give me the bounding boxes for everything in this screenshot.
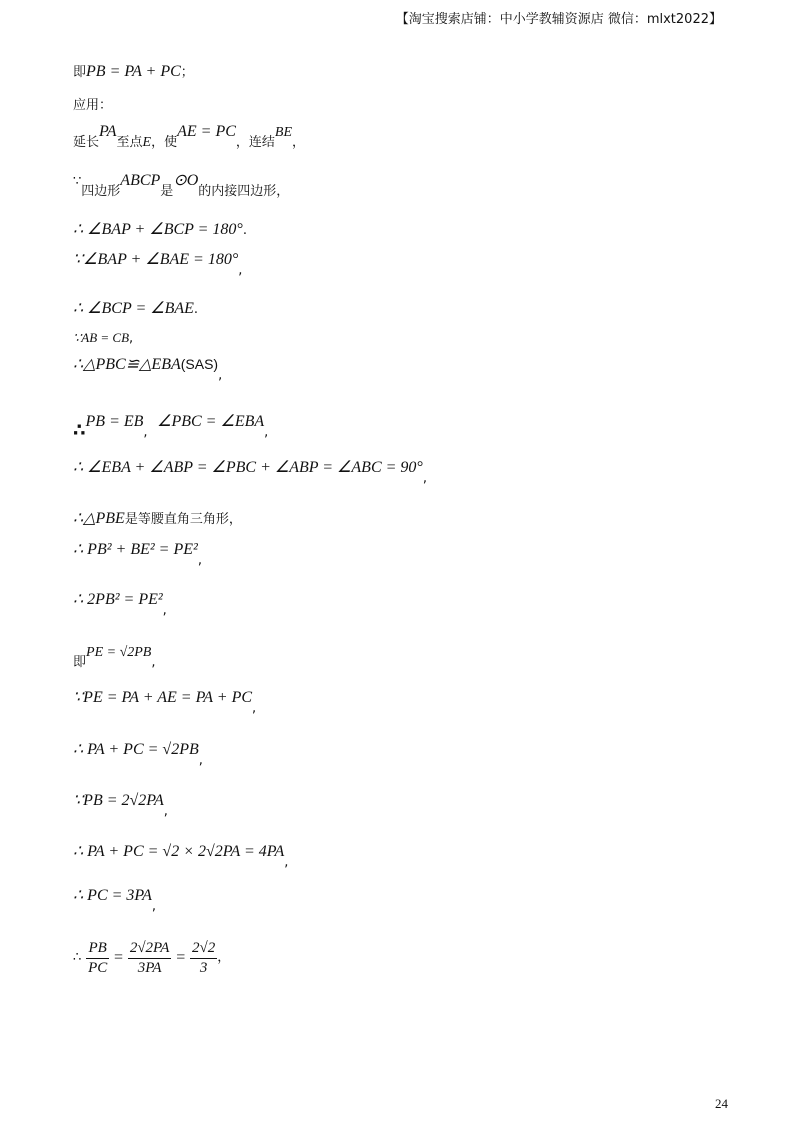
line-10-therefore: ∴ (73, 420, 86, 441)
line-16-equation: ∵PE = PA + AE = PA + PC (73, 689, 253, 706)
line-1-end: ； (180, 65, 194, 80)
line-15-end: , (151, 655, 156, 670)
line-3-text-c: ，使 (151, 135, 178, 150)
line-20-end: , (151, 899, 157, 914)
line-11-end: , (422, 471, 427, 486)
line-1 (73, 64, 194, 80)
line-12-text: 是等腰直角三角形， (124, 512, 242, 527)
line-4-because: ∵ (73, 174, 82, 189)
line-14-equation: ∴ 2PB² = PE² (73, 591, 163, 608)
line-9-end: , (218, 368, 223, 383)
fraction-1-numerator: PB (86, 940, 109, 959)
page-number: 24 (715, 1096, 728, 1111)
page-header: 【淘宝搜索店铺：中小学教辅资源店 微信：mlxt2022】 (395, 12, 722, 27)
line-7 (73, 301, 198, 317)
line-21-equals-2: = (176, 949, 186, 967)
fraction-3-denominator: 3 (199, 959, 208, 976)
line-4-math-2: ⊙O (173, 172, 199, 189)
line-21-therefore: ∴ (73, 949, 82, 965)
line-3-math-3: AE = PC (177, 123, 236, 140)
line-5-end: . (242, 223, 247, 238)
line-4-text-b: 四边形 (81, 184, 121, 199)
line-4-text-c: 是 (160, 184, 174, 199)
line-3 (73, 123, 306, 150)
fraction-2-numerator: 2√2PA (128, 940, 172, 959)
line-10-math-2: ∠PBC = ∠EBA (157, 413, 265, 430)
line-4 (73, 172, 290, 199)
line-3-math-4: BE (274, 125, 293, 140)
line-18-equation: ∵PB = 2√2PA (73, 792, 164, 809)
fraction-result (190, 940, 217, 976)
line-11-equation: ∴ ∠EBA + ∠ABP = ∠PBC + ∠ABP = ∠ABC = 90° (73, 459, 423, 476)
line-15-equation: PE = √2PB (86, 645, 152, 660)
line-1-prefix: 即 (73, 65, 87, 80)
line-14-end: , (162, 603, 167, 618)
line-11 (73, 459, 427, 486)
line-4-text-d: 的内接四边形， (198, 184, 290, 199)
fraction-middle (128, 940, 172, 976)
line-18 (73, 792, 168, 819)
line-12-math: ∴△PBE (73, 510, 125, 527)
line-16 (73, 689, 257, 716)
line-13-equation: ∴ PB² + BE² = PE² (73, 541, 198, 558)
line-2 (73, 97, 112, 112)
line-10-math-1: PB = EB (85, 413, 144, 430)
line-3-text-d: ，连结 (235, 135, 275, 150)
line-16-end: , (252, 701, 257, 716)
line-14 (73, 591, 167, 618)
application-label: 应用： (73, 98, 113, 113)
line-1-equation: PB = PA + PC (86, 63, 181, 80)
line-21-equals-1: = (114, 949, 124, 967)
line-10 (73, 412, 269, 441)
line-13 (73, 541, 202, 568)
line-8-equation: ∵AB = CB (73, 330, 130, 345)
line-4-math-1: ABCP (120, 172, 161, 189)
line-9-congruence: ∴△PBC≌△EBA (73, 356, 181, 373)
line-3-math-1: PA (99, 123, 117, 140)
line-9-sas: (SAS) (180, 356, 219, 372)
line-3-text-a: 延长 (73, 135, 100, 150)
line-19-equation: ∴ PA + PC = √2 × 2√2PA = 4PA (73, 843, 285, 860)
line-20-equation: ∴ PC = 3PA (73, 887, 152, 904)
line-19-end: , (284, 855, 289, 870)
line-6 (73, 251, 243, 278)
line-3-text-b: 至点 (116, 135, 143, 150)
fraction-3-numerator: 2√2 (190, 940, 217, 959)
line-3-text-e: ， (292, 135, 306, 150)
line-8 (73, 330, 133, 345)
line-5 (73, 222, 247, 238)
line-6-end: , (238, 263, 243, 278)
line-21 (73, 940, 230, 976)
line-17 (73, 741, 203, 768)
line-17-end: , (198, 753, 203, 768)
line-20 (73, 887, 157, 914)
line-21-end: ， (217, 949, 231, 965)
line-6-equation: ∵∠BAP + ∠BAE = 180° (73, 251, 239, 268)
line-3-math-2: E (142, 135, 152, 150)
line-10-sep: , (143, 425, 148, 440)
line-7-equation: ∴ ∠BCP = ∠BAE (73, 300, 194, 317)
line-12 (73, 511, 242, 527)
line-15 (73, 644, 156, 670)
fraction-pb-over-pc (86, 940, 109, 976)
line-7-end: . (193, 302, 199, 317)
line-19 (73, 843, 289, 870)
line-8-end: , (129, 331, 134, 346)
line-10-end: , (264, 425, 269, 440)
fraction-1-denominator: PC (88, 959, 108, 976)
line-5-equation: ∴ ∠BAP + ∠BCP = 180° (73, 221, 243, 238)
line-13-end: , (197, 553, 202, 568)
fraction-2-denominator: 3PA (137, 959, 162, 976)
line-9 (73, 356, 223, 383)
line-15-prefix: 即 (73, 655, 87, 670)
line-17-equation: ∴ PA + PC = √2PB (73, 741, 199, 758)
line-18-end: , (163, 804, 168, 819)
